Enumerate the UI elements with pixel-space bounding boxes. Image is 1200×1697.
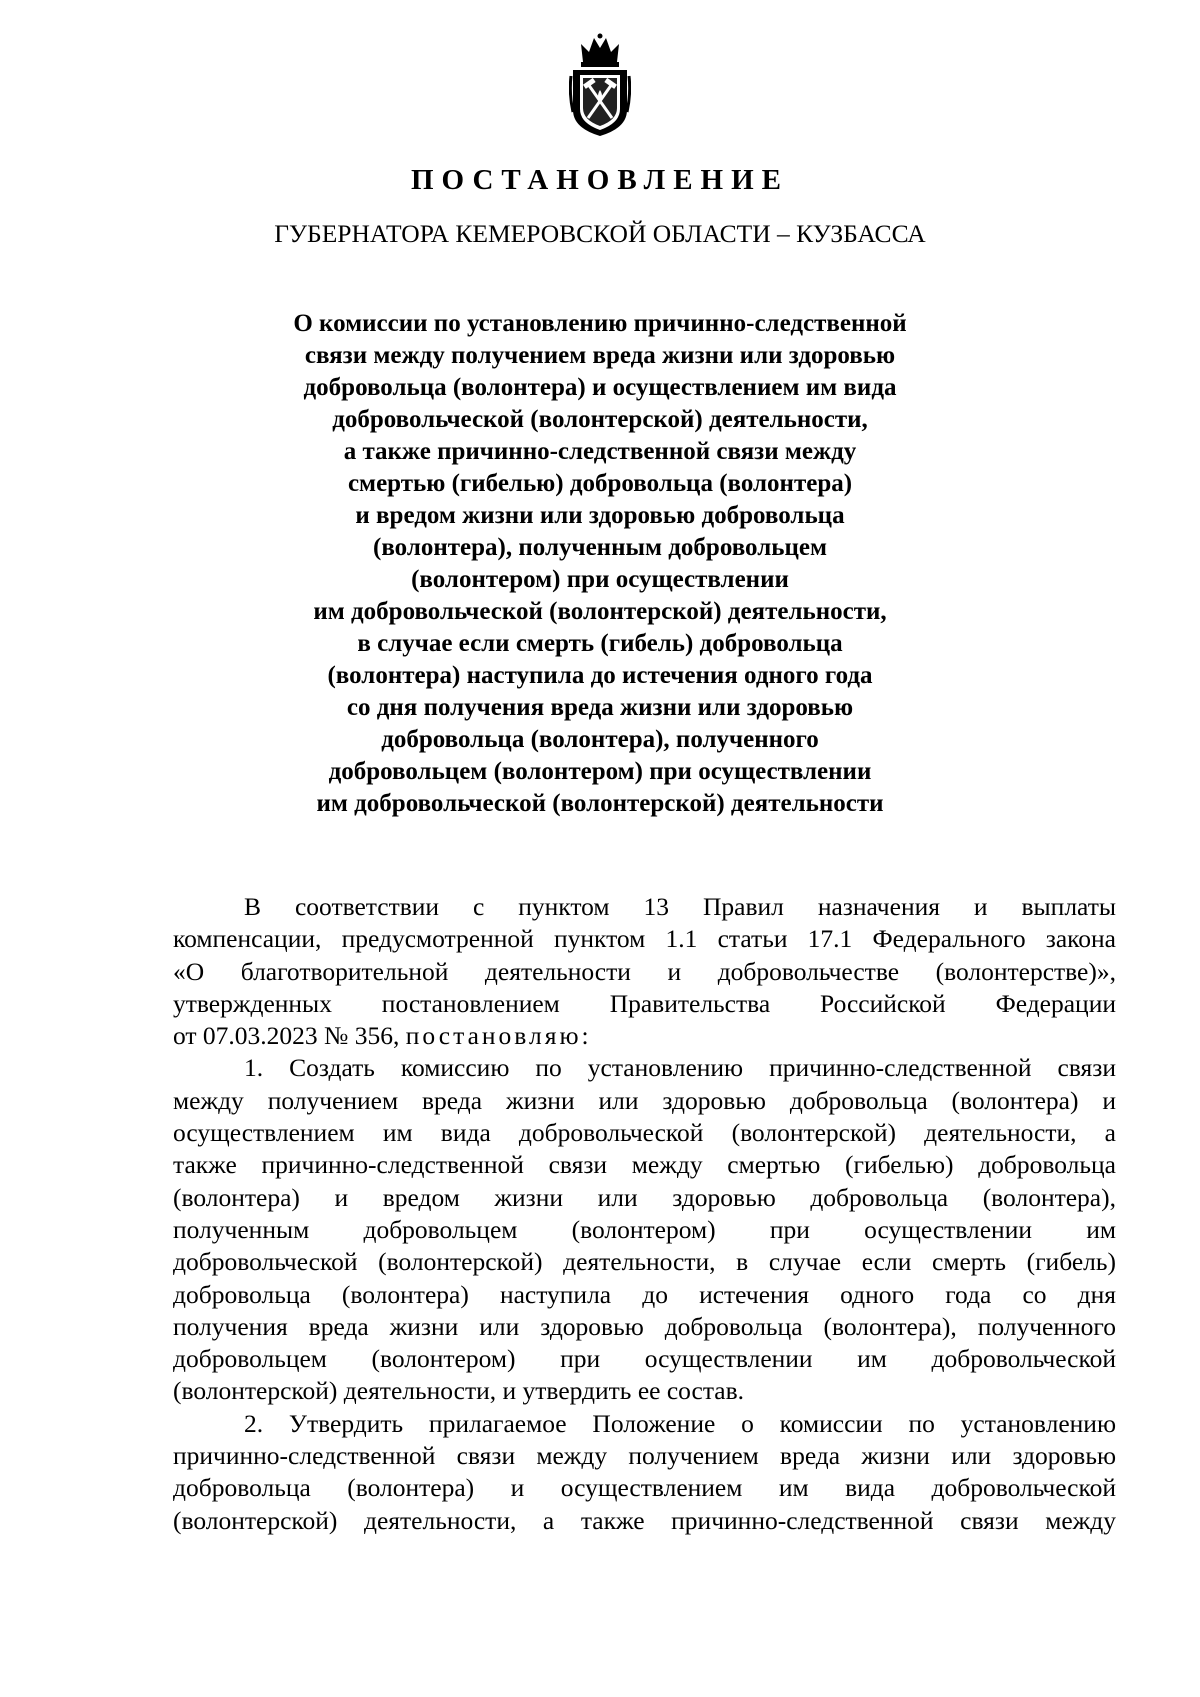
document-body — [173, 891, 1116, 1537]
title-line: а также причинно-следственной связи между — [343, 438, 857, 465]
paragraph-line: между получением вреда жизни или здоровью добровольца (волонтера) и — [173, 1085, 1116, 1115]
paragraph-line: «О благотворительной деятельности и добровольчестве (волонтерстве)», — [173, 956, 1116, 986]
title-line: добровольца (волонтера), полученного — [381, 726, 819, 753]
title-line: (волонтера) наступила до истечения одного года — [327, 662, 873, 689]
title-line: О комиссии по установлению причинно-следственной — [293, 310, 907, 337]
title-line: добровольческой (волонтерской) деятельности, — [332, 406, 868, 433]
paragraph-line: 1. Создать комиссию по установлению причинно-следственной связи — [244, 1053, 1116, 1083]
document-title — [240, 308, 960, 820]
paragraph-line: получения вреда жизни или здоровью добровольца (волонтера), полученного — [173, 1311, 1116, 1341]
title-line: добровольца (волонтера) и осуществлением им вида — [303, 374, 897, 401]
paragraph-line: добровольческой (волонтерской) деятельности, в случае если смерть (гибель) — [173, 1247, 1116, 1277]
paragraph-line: осуществлением им вида добровольческой (волонтерской) деятельности, а — [173, 1118, 1116, 1148]
title-line: им добровольческой (волонтерской) деятельности — [316, 790, 884, 817]
paragraph-line: утвержденных постановлением Правительства Российской Федерации — [173, 988, 1116, 1018]
paragraph-line: полученным добровольцем (волонтером) при осуществлении им — [173, 1214, 1116, 1244]
item-1-paragraph — [173, 1052, 1116, 1407]
paragraph-line: добровольцем (волонтером) при осуществлении им добровольческой — [173, 1344, 1116, 1374]
paragraph-line: причинно-следственной связи между получением вреда жизни или здоровью — [173, 1441, 1116, 1471]
title-line: и вредом жизни или здоровью добровольца — [355, 502, 845, 529]
paragraph-line — [173, 1020, 1116, 1052]
title-line: связи между получением вреда жизни или здоровью — [304, 342, 896, 369]
paragraph-line: добровольца (волонтера) наступила до истечения одного года со дня — [173, 1279, 1116, 1309]
paragraph-line: (волонтерской) деятельности, а также причинно-следственной связи между — [173, 1505, 1116, 1535]
coat-of-arms-icon — [569, 32, 631, 138]
paragraph-line: компенсации, предусмотренной пунктом 1.1 статьи 17.1 Федерального закона — [173, 924, 1116, 954]
title-line: со дня получения вреда жизни или здоровью — [346, 694, 854, 721]
title-line: (волонтера), полученным добровольцем — [373, 534, 827, 561]
item-2-paragraph — [173, 1408, 1116, 1537]
title-line: добровольцем (волонтером) при осуществлении — [328, 758, 872, 785]
decree-reference: от 07.03.2023 № 356, — [173, 1021, 400, 1051]
paragraph-line: (волонтерской) деятельности, и утвердить ее состав. — [173, 1376, 745, 1406]
paragraph-line: также причинно-следственной связи между смертью (гибелью) добровольца — [173, 1150, 1116, 1180]
title-line: в случае если смерть (гибель) добровольца — [357, 630, 843, 657]
title-line: (волонтером) при осуществлении — [411, 566, 789, 593]
paragraph-line: (волонтера) и вредом жизни или здоровью добровольца (волонтера), — [173, 1182, 1116, 1212]
document-type-heading: ПОСТАНОВЛЕНИЕ — [410, 164, 789, 196]
paragraph-line: 2. Утвердить прилагаемое Положение о комиссии по установлению — [244, 1408, 1116, 1438]
issuing-authority: ГУБЕРНАТОРА КЕМЕРОВСКОЙ ОБЛАСТИ – КУЗБАССА — [274, 219, 926, 248]
title-line: смертью (гибелью) добровольца (волонтера) — [347, 470, 853, 497]
paragraph-line: добровольца (волонтера) и осуществлением им вида добровольческой — [173, 1473, 1116, 1503]
resolve-word: постановляю: — [405, 1021, 592, 1051]
preamble-paragraph — [173, 891, 1116, 1052]
title-line: им добровольческой (волонтерской) деятельности, — [313, 598, 887, 625]
paragraph-line: В соответствии с пунктом 13 Правил назначения и выплаты — [244, 892, 1116, 921]
